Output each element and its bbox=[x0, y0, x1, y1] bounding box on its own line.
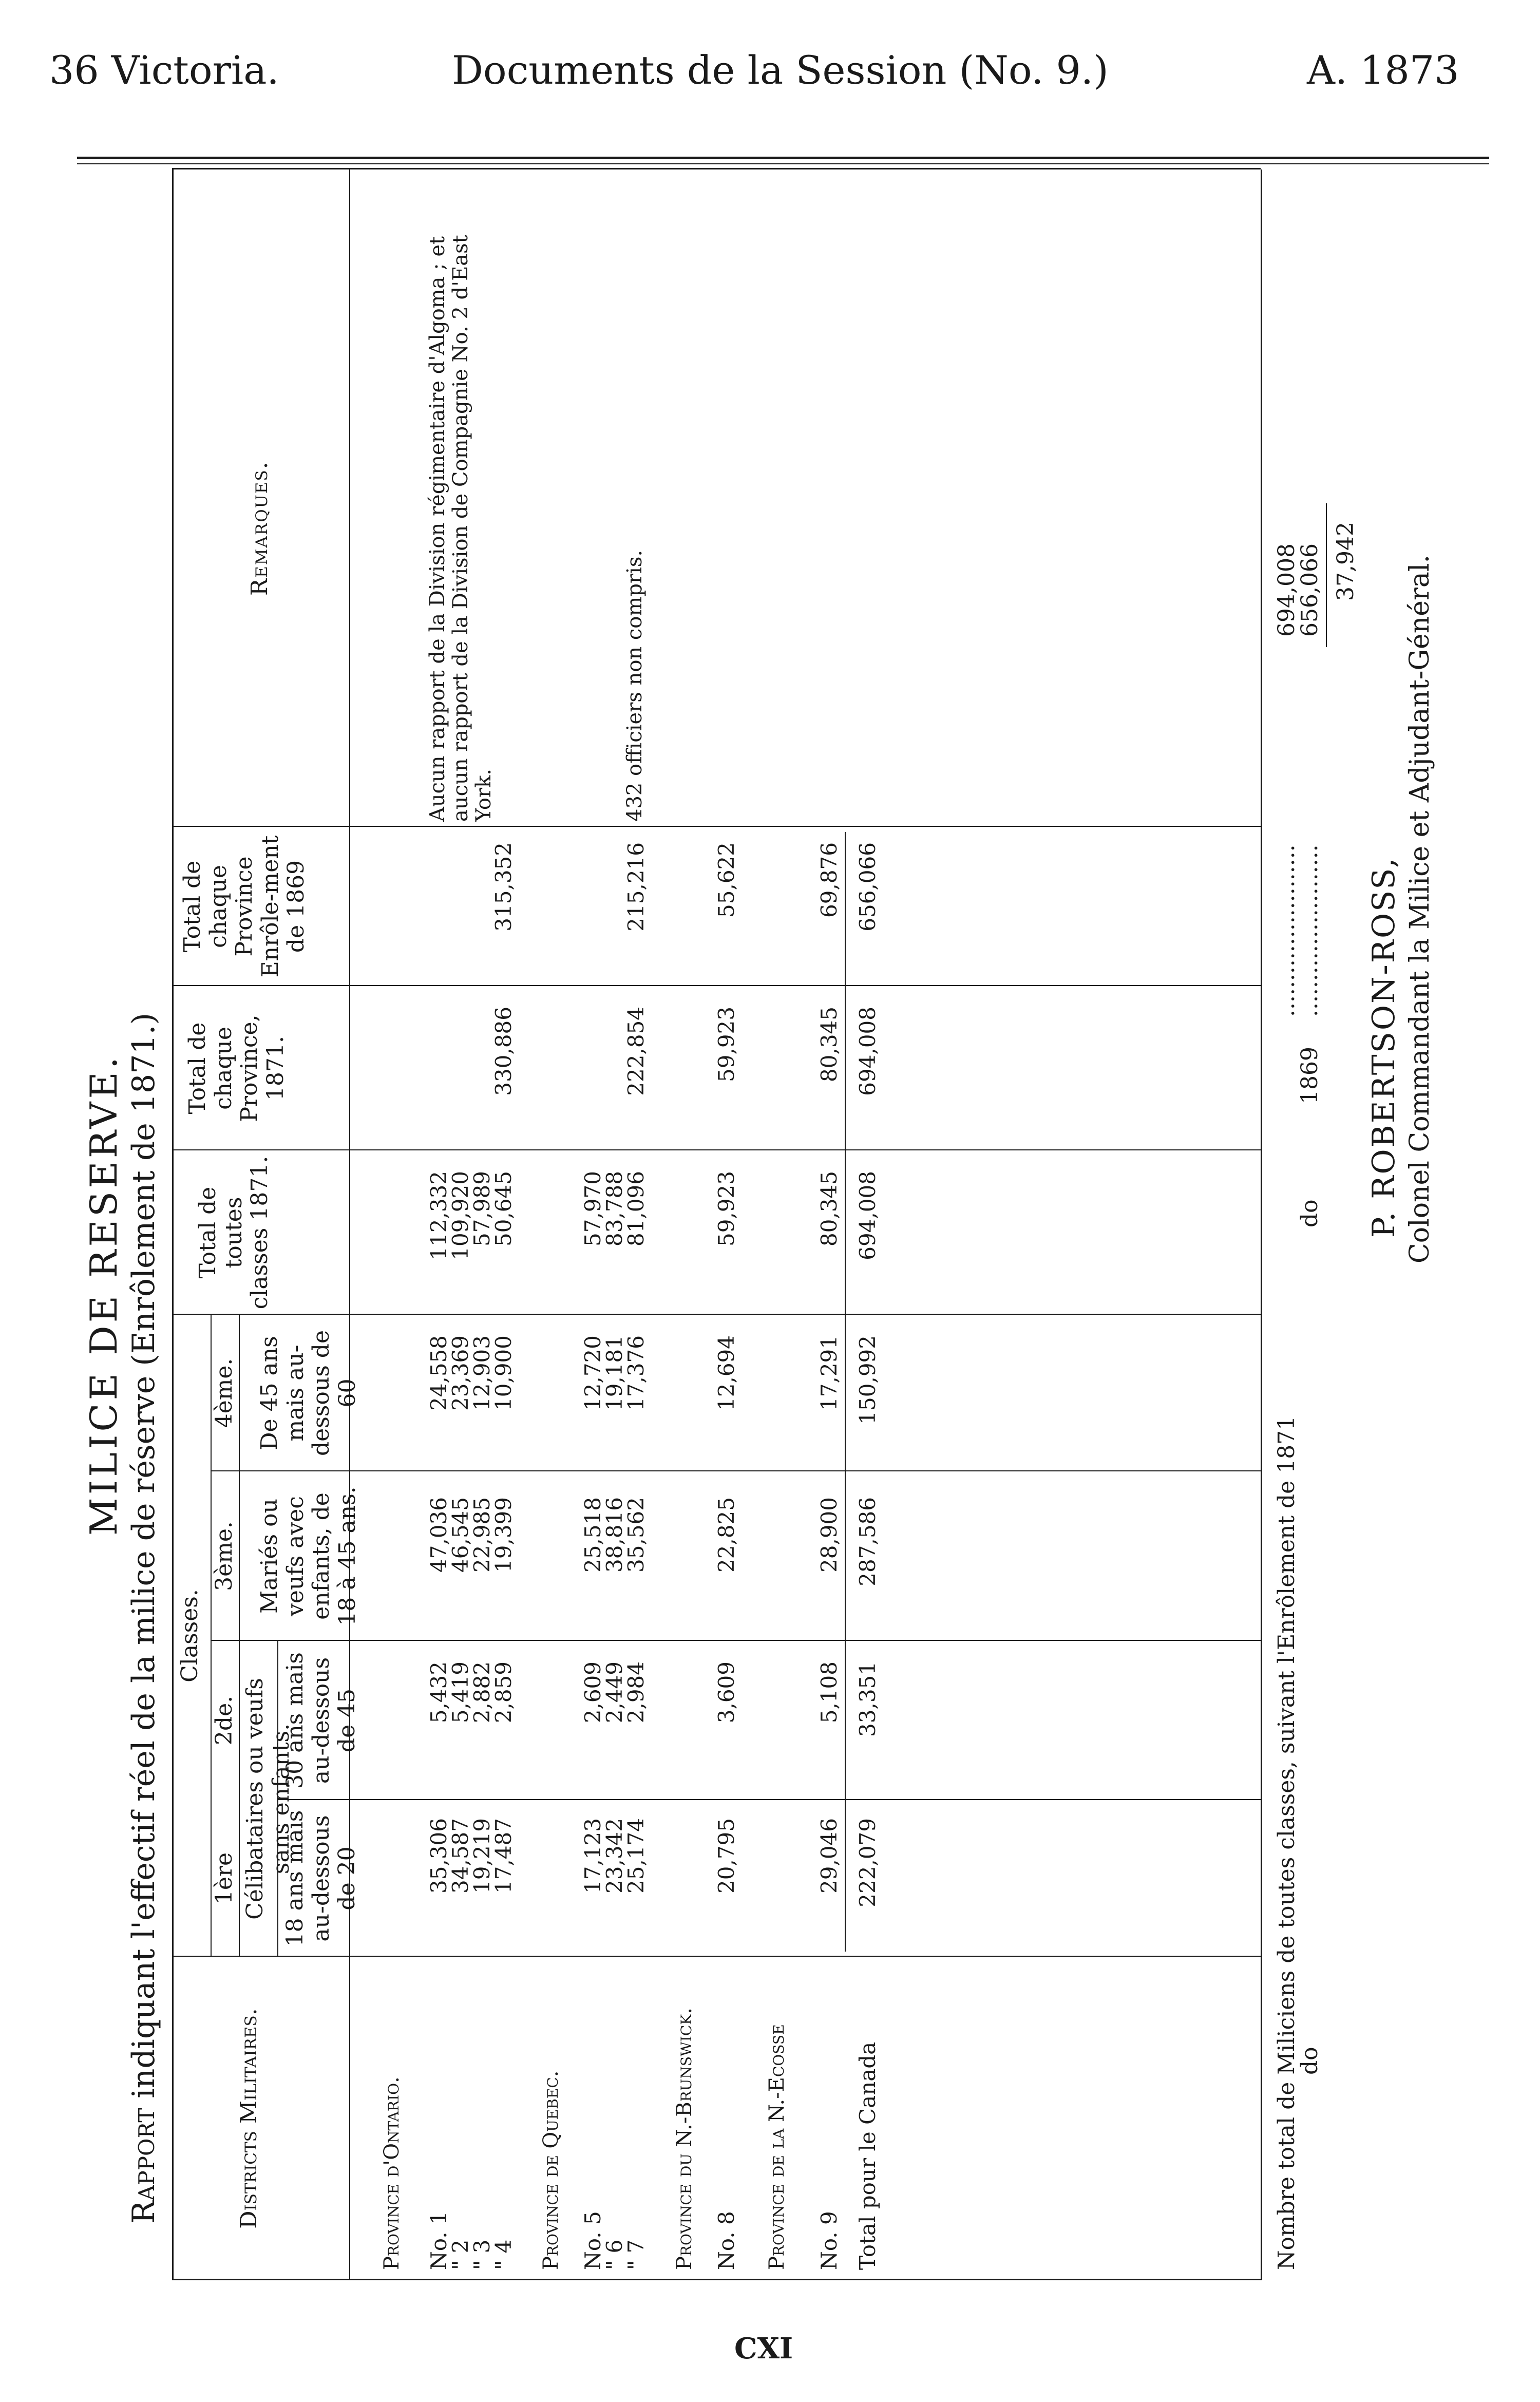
running-head-left: 36 Victoria. bbox=[49, 47, 279, 93]
nb-prov-1871: 59,923 bbox=[714, 1007, 739, 1082]
quebec-prov-1869: 215,216 bbox=[623, 842, 649, 932]
quebec-c3: 38,816 bbox=[602, 1497, 627, 1573]
total-prov-1871: 694,008 bbox=[855, 1007, 880, 1096]
rotated-table-page bbox=[62, 98, 1469, 2280]
ne-prov-1869: 69,876 bbox=[816, 842, 842, 918]
quebec-c2: 2,984 bbox=[623, 1661, 649, 1724]
footer-do-a: do bbox=[1297, 2047, 1323, 2075]
district-label: No. 9 bbox=[816, 2211, 842, 2270]
subtitle-lead: Rapport bbox=[126, 2108, 162, 2224]
header-remarques: Remarques. bbox=[246, 461, 273, 596]
header-class4: 4ème. bbox=[211, 1358, 237, 1428]
nb-c1: 20,795 bbox=[714, 1818, 739, 1894]
district-label: " 6 bbox=[602, 2239, 627, 2270]
ne-c4: 17,291 bbox=[816, 1335, 842, 1411]
running-head-right: A. 1873 bbox=[1307, 47, 1459, 93]
header-class1: 1ère bbox=[211, 1852, 237, 1905]
header-total-prov-1871: Total de chaque Province, 1871. bbox=[184, 1014, 289, 1122]
ontario-c1: 34,587 bbox=[448, 1818, 473, 1894]
header-age4: De 45 ans mais au-dessous de 60 bbox=[256, 1330, 360, 1456]
ne-c3: 28,900 bbox=[816, 1497, 842, 1573]
quebec-total: 57,970 bbox=[580, 1171, 605, 1246]
district-label: " 3 bbox=[469, 2239, 495, 2270]
header-class2: 2de. bbox=[211, 1695, 237, 1746]
ontario-c4: 23,369 bbox=[448, 1335, 473, 1411]
ontario-c4: 12,903 bbox=[469, 1335, 495, 1411]
total-c3: 287,586 bbox=[855, 1497, 880, 1586]
ontario-prov-1869: 315,352 bbox=[491, 842, 516, 932]
nb-c4: 12,694 bbox=[714, 1335, 739, 1411]
class-label-rule bbox=[239, 1315, 240, 1957]
col-sep-total bbox=[172, 1149, 1261, 1150]
footer-sum-rule bbox=[1326, 503, 1327, 647]
total-c1: 222,079 bbox=[855, 1818, 880, 1907]
col-sep-prov1871 bbox=[172, 985, 1261, 986]
ontario-c1: 19,219 bbox=[469, 1818, 495, 1894]
signature-name: P. ROBERTSON-ROSS, bbox=[1366, 856, 1402, 1238]
quebec-c2: 2,609 bbox=[580, 1661, 605, 1724]
quebec-c1: 17,123 bbox=[580, 1818, 605, 1894]
quebec-c4: 12,720 bbox=[580, 1335, 605, 1411]
header-age2: 30 ans mais au-dessous de 45 bbox=[282, 1652, 360, 1789]
totals-rule bbox=[845, 832, 846, 1952]
ne-total: 80,345 bbox=[816, 1171, 842, 1246]
table-right-rule bbox=[172, 168, 1261, 169]
ne-prov-1871: 80,345 bbox=[816, 1007, 842, 1082]
ontario-c2: 2,859 bbox=[491, 1661, 516, 1724]
totals-label: Total pour le Canada bbox=[855, 2041, 880, 2270]
ontario-total: 50,645 bbox=[491, 1171, 516, 1246]
ontario-c2: 5,419 bbox=[448, 1661, 473, 1724]
ontario-prov-1871: 330,886 bbox=[491, 1007, 516, 1096]
col-sep-c4 bbox=[172, 1314, 1261, 1315]
quebec-c4: 17,376 bbox=[623, 1335, 649, 1411]
header-classes: Classes. bbox=[177, 1589, 203, 1682]
header-class3: 3ème. bbox=[211, 1521, 237, 1591]
quebec-total: 83,788 bbox=[602, 1171, 627, 1246]
quebec-c1: 23,342 bbox=[602, 1818, 627, 1894]
page-title: MILICE DE RESERVE. bbox=[82, 1054, 125, 1536]
header-total-classes: Total de toutes classes 1871. bbox=[195, 1156, 273, 1310]
ontario-c4: 24,558 bbox=[426, 1335, 451, 1411]
ontario-c3: 22,985 bbox=[469, 1497, 495, 1573]
quebec-c3: 25,518 bbox=[580, 1497, 605, 1573]
district-label: No. 8 bbox=[714, 2211, 739, 2270]
province-nbrunswick: Province du N.-Brunswick. bbox=[673, 2008, 696, 2270]
header-total-prov-1869: Total de chaque Province Enrôle-ment de 1869 bbox=[179, 835, 310, 978]
ontario-total: 109,920 bbox=[448, 1171, 473, 1260]
quebec-remark: 432 officiers non compris. bbox=[623, 550, 647, 822]
ontario-c1: 35,306 bbox=[426, 1818, 451, 1894]
total-c2: 33,351 bbox=[855, 1661, 880, 1737]
header-bottom-rule bbox=[349, 169, 350, 2280]
footer-diff: 37,942 bbox=[1333, 522, 1359, 601]
nb-total: 59,923 bbox=[714, 1171, 739, 1246]
ontario-c3: 47,036 bbox=[426, 1497, 451, 1573]
ontario-total: 112,332 bbox=[426, 1171, 451, 1260]
running-head-center: Documents de la Session (No. 9.) bbox=[452, 47, 1109, 93]
subtitle-rest: indiquant l'effectif réel de la milice de réserve (Enrôlement de 1871.) bbox=[126, 1012, 162, 2098]
district-label: " 2 bbox=[448, 2239, 473, 2270]
ne-c1: 29,046 bbox=[816, 1818, 842, 1894]
ontario-c4: 10,900 bbox=[491, 1335, 516, 1411]
province-necosse: Province de la N.-Ecosse bbox=[765, 2024, 789, 2270]
province-ontario: Province d'Ontario. bbox=[380, 2076, 404, 2270]
footer-line1: Nombre total de Miliciens de toutes classes, suivant l'Enrôlement de 1871 bbox=[1273, 1415, 1300, 2270]
col-sep-c2 bbox=[211, 1640, 1261, 1641]
ontario-c1: 17,487 bbox=[491, 1818, 516, 1894]
district-label: No. 5 bbox=[580, 2211, 605, 2270]
district-label: " 7 bbox=[623, 2239, 649, 2270]
ontario-remark: Aucun rapport de la Division régimentaire d'Algoma ; et aucun rapport de la Division de Compagnie No. 2 d'East York. bbox=[426, 235, 496, 822]
signature-title: Colonel Commandant la Milice et Adjudant-Général. bbox=[1404, 554, 1435, 1263]
nb-prov-1869: 55,622 bbox=[714, 842, 739, 918]
nb-c2: 3,609 bbox=[714, 1661, 739, 1724]
col-sep-c1 bbox=[277, 1799, 1261, 1800]
footer-dots2: ........................ bbox=[1297, 844, 1323, 1017]
quebec-c1: 25,174 bbox=[623, 1818, 649, 1894]
header-maries: Mariés ou veufs avec enfants, de 18 à 45 ans. bbox=[256, 1486, 360, 1626]
quebec-total: 81,096 bbox=[623, 1171, 649, 1246]
table-bottom-rule bbox=[1261, 169, 1262, 2280]
province-quebec: Province de Quebec. bbox=[539, 2070, 563, 2270]
quebec-prov-1871: 222,854 bbox=[623, 1007, 649, 1096]
quebec-c2: 2,449 bbox=[602, 1661, 627, 1724]
footer-dots1: ........................ bbox=[1273, 844, 1300, 1017]
col-sep-c3 bbox=[211, 1470, 1261, 1471]
header-celibataires: Célibataires ou veufs sans enfants. bbox=[242, 1678, 294, 1920]
col-sep-districts bbox=[172, 1956, 1261, 1957]
total-prov-1869: 656,066 bbox=[855, 842, 880, 932]
total-c4: 150,992 bbox=[855, 1335, 880, 1425]
ne-c2: 5,108 bbox=[816, 1661, 842, 1724]
footer-val1: 694,008 bbox=[1273, 543, 1300, 637]
header-age1: 18 ans mais au-dessous de 20 bbox=[282, 1810, 360, 1947]
ontario-c2: 5,432 bbox=[426, 1661, 451, 1724]
ontario-c3: 46,545 bbox=[448, 1497, 473, 1573]
folio: CXI bbox=[734, 2332, 793, 2366]
quebec-c4: 19,181 bbox=[602, 1335, 627, 1411]
footer-1869: 1869 bbox=[1297, 1047, 1323, 1104]
district-label: " 4 bbox=[491, 2239, 516, 2270]
header-districts: Districts Militaires. bbox=[236, 2008, 262, 2229]
table-top-rule bbox=[172, 169, 174, 2280]
quebec-c3: 35,562 bbox=[623, 1497, 649, 1573]
ontario-c2: 2,882 bbox=[469, 1661, 495, 1724]
total-all: 694,008 bbox=[855, 1171, 880, 1260]
district-label: No. 1 bbox=[426, 2211, 451, 2270]
ontario-total: 57,989 bbox=[469, 1171, 495, 1246]
table-left-rule bbox=[172, 2279, 1261, 2280]
ontario-c3: 19,399 bbox=[491, 1497, 516, 1573]
col-sep-prov1869 bbox=[172, 826, 1261, 827]
nb-c3: 22,825 bbox=[714, 1497, 739, 1573]
footer-do-b: do bbox=[1297, 1199, 1323, 1227]
footer-val2: 656,066 bbox=[1297, 543, 1323, 637]
page-subtitle bbox=[126, 1013, 162, 2224]
